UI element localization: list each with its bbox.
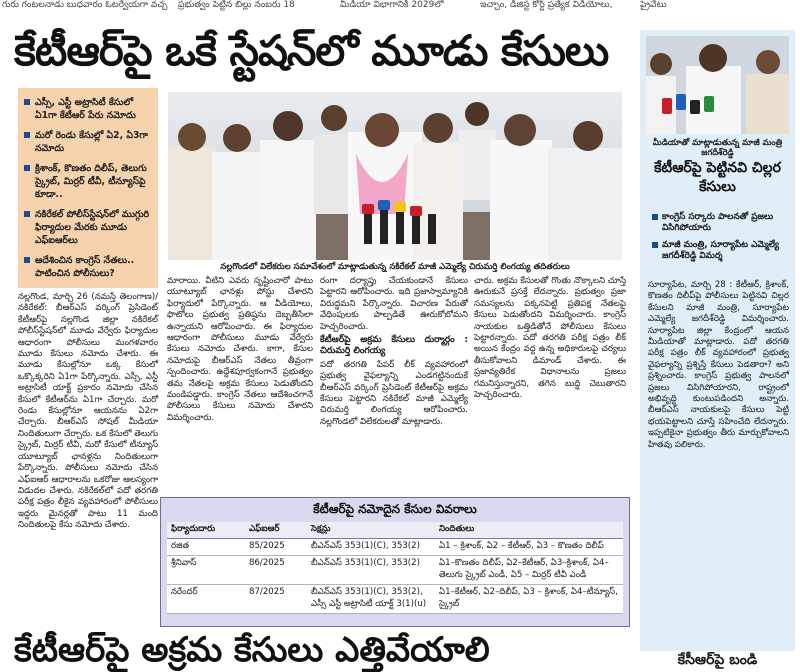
cases-table <box>167 522 623 614</box>
strip-text-5: ప్రైవేటు <box>640 0 667 10</box>
cases-table-box <box>160 497 630 627</box>
article-column-3-text-b: పదో తరగతి పేపర్ లీక్ వ్యవహారంలో ప్రభుత్వ వైఫల్యాన్ని ఎండగట్టినందుకే బీఆర్ఎస్ వర్కింగ్ ప్రెసిడెంట్ కేటీఆర్‌పై అక్రమ కేసులు పెట్టారని నకిరేకల్ మాజీ ఎమ్మెల్యే చిరుమర్తి లింగయ్య ఆరోపించారు. నల్లగొండలో విలేకరులతో మాట్లాడారు. <box>320 359 468 427</box>
table-cell: బీఎన్ఎస్ 353(1)(C), 353(2), ఎస్సీ ఎస్టీ అట్రాసిటీ యాక్ట్ 3(1)(u) <box>307 585 435 614</box>
table-cell: ఏ1–కొణతం దిలీప్, ఏ2–కేటీఆర్, ఏ3–క్రిశాంక్, ఏ4–తెలుగు స్క్రైబ్ ఎండీ, ఏ5 – మిర్రర్ టీవీ ఎండీ <box>435 556 623 585</box>
article-column-1: నల్లగొండ, మార్చి 26 (నమస్తే తెలంగాణ)/నకిరేకల్: బీఆర్ఎస్ వర్కింగ్ ప్రెసిడెంట్ కేటీఆర్‌పై నల్లగొండ జిల్లా నకిరేకల్ పోలీస్‌స్టేషన్‌లో మూడు వేర్వేరు ఫిర్యాదుల ఆధారంగా పోలీసులు మంగళవారం మూడు కేసులు నమోదు చేశారు. ఈ మూడు కేసుల్లోనూ ఒక్క కేసులో ఒక్కొక్కరిని ఏ1గా పేర్కొన్నారు. ఎస్సీ, ఎస్టీ అట్రాసిటీ యాక్ట్ ప్రకారం నమోదు చేసిన కేసులో కేటీఆర్‌ను ఏ1గా చేర్చారు. మరో రెండు కేసుల్లోనూ ఆయనను ఏ2గా చేర్చారు. బీఆర్ఎస్ సోషల్ మీడియా నిందితులుగా చేర్చారు. ఒక కేసులో తెలుగు స్క్రైబ్, మిర్రర్ టీవీ, మరో కేసులో టీన్యూస్ యూట్యూబ్ ఛానళ్లను నిందితులుగా పేర్కొన్నారు. పోలీసులు నమోదు చేసిన ఎఫ్ఐఆర్ ఆధారాలను ఒకరోజు ఆలస్యంగా విడుదల చేశారు. నకిరేకల్‌లో పదో తరగతి పరీక్ష పత్రం లీకైన వ్యవహారంలో పోలీసులు ఇద్దరు మైనర్లతో పాటు 11 మంది నిందితులపై కేసు నమోదు చేశారు. <box>18 292 158 531</box>
highlights-box <box>18 88 158 288</box>
sidebar-photo <box>646 36 789 134</box>
highlight-item: ఆదేశించిన కాంగ్రెస్ నేతలు.. పాటించిన పోలీసులు? <box>24 254 152 280</box>
article-column-2: మారాయి. వీటిని ఎవరు సృష్టించారో పాటు యూట్యూబ్ ఛానళ్లు పోస్టు చేశారని ఫిర్యాదులో పేర్కొన్నారు. ఆ వీడియోలు, ఫొటోలు ప్రభుత్వ ప్రతిష్ఠను దెబ్బతీసేలా ఉన్నాయని ఆరోపించారు. ఈ ఫిర్యాదుల ఆధారంగా పోలీసులు మూడు వేర్వేరు కేసులు నమోదు చేశారు. కాగా, కేసుల నమోదుపై బీఆర్ఎస్ నేతలు తీవ్రంగా స్పందించారు. ఉద్దేశపూర్వకంగానే ప్రభుత్వం తమ నేతలపై అక్రమ కేసులు పెడుతోందని మండిపడ్డారు. కాంగ్రెస్ నేతలు ఆదేశించగానే పోలీసులు కేసులు నమోదు చేశారని విమర్శించారు. <box>167 276 313 423</box>
table-row <box>167 585 623 614</box>
highlight-item: మరో రెండు కేసుల్లో ఏ2, ఏ3గా నమోదు <box>24 129 152 155</box>
table-cell: శ్రీనివాస్ <box>167 556 245 585</box>
sidebar-article-text: సూర్యాపేట, మార్చి 28 : కేటీఆర్, క్రిశాంక్, కొణతం దిలీప్‌పై పోలీసులు పెట్టినవి చిల్లర కేసులని మాజీ మంత్రి, సూర్యాపేట ఎమ్మెల్యే జగదీశ్‌రెడ్డి విమర్శించారు. సూర్యాపేట జిల్లా కేంద్రంలో ఆయన మీడియాతో మాట్లాడారు. పదో తరగతి పరీక్ష పత్రం లీక్ వ్యవహారంలో ప్రభుత్వ వైఫల్యాన్ని ప్రశ్నిస్తే కేసులు పెడతారా? అని ప్రశ్నించారు. కాంగ్రెస్ ప్రభుత్వ పాలనలో ప్రజలు విసిగిపోయారని, రాష్ట్రంలో అభివృద్ధి కుంటుపడిందని అన్నారు. బీఆర్ఎస్ నాయకులపై కేసులు పెట్టి భయపెట్టాలని చూస్తే సహించేది లేదన్నారు. ఇప్పటికైనా ప్రభుత్వం తీరు మార్చుకోవాలని హితవు పలికారు. <box>648 280 789 450</box>
highlight-item: క్రిశాంక్, కొణతం దిలీప్, తెలుగు స్క్రైబ్, మిర్రర్ టీవీ, టీన్యూస్‌పై కూడా.. <box>24 162 152 201</box>
column-header: ఎఫ్ఐఆర్ <box>245 522 307 539</box>
strip-text-2: ప్రభుత్వం పెట్టిన బిల్లు నంబరు 18 <box>178 0 295 10</box>
strip-text-1: గురు గంటలనాడు బుధవారం ఓటర్వేయగా వచ్చ <box>2 0 168 10</box>
media-interaction-illustration <box>646 36 789 134</box>
table-cell: ఏ1–కేటీఆర్, ఏ2–దిలీప్, ఏ3 – క్రిశాంక్, ఏ4–టీన్యూస్, స్క్రైబ్ <box>435 585 623 614</box>
article-column-4: చారు. అక్రమ కేసులతో గొంతు నొక్కాలని చూస్తే ఊరుకునే ప్రసక్తే లేదన్నారు. ప్రభుత్వం ప్రజా సమస్యలను పక్కనపెట్టి ప్రతిపక్ష నేతలపై కేసులు పెడుతోందని విమర్శించారు. కాంగ్రెస్ నాయకుల ఒత్తిడితోనే పోలీసులు కేసులు పెట్టారన్నారు. పదో తరగతి పరీక్ష పత్రం లీక్ అయిన కేంద్రం వద్ద ఉన్న అధికారులపై చర్యలు తీసుకోవాలని డిమాండ్ చేశారు. ఈ ప్రజావ్యతిరేక విధానాలను ప్రజలు గమనిస్తున్నారని, తగిన బుద్ధి చెబుతారని హెచ్చరించారు. <box>474 276 626 401</box>
cases-table-title: కేటీఆర్‌పై నమోదైన కేసుల వివరాలు <box>313 502 477 516</box>
column-header: సెక్షన్లు <box>307 522 435 539</box>
sidebar-bullet: కాంగ్రెస్ సర్కారు పాలనతో ప్రజలు విసిగిపోయారు <box>652 212 788 234</box>
next-article-headline: కేటీఆర్‌పై అక్రమ కేసులు ఎత్తివేయాలి <box>14 630 490 670</box>
table-cell: 87/2025 <box>245 585 307 614</box>
article-column-3 <box>320 276 468 494</box>
sidebar-story <box>640 30 795 668</box>
table-row <box>167 539 623 556</box>
press-meet-illustration <box>168 92 622 260</box>
column-header: ఫిర్యాదుదారు <box>167 522 245 539</box>
table-cell: బీఎన్ఎస్ 353(1)(C), 353(2) <box>307 539 435 556</box>
sidebar-next-headline: కేసీఆర్‌పై బండి <box>677 652 758 668</box>
article-subhead: కేటీఆర్‌పై అక్రమ కేసులు దుర్మార్గం : చిరుమర్తి లింగయ్య <box>320 335 468 357</box>
main-headline: కేటీఆర్‌పై ఒకే స్టేషన్‌లో మూడు కేసులు <box>14 26 609 75</box>
table-cell: 85/2025 <box>245 539 307 556</box>
table-cell: 86/2025 <box>245 556 307 585</box>
strip-text-4: ఇచ్చాం, డిజిస్ట కోర్డ్ ప్రత్యేక విడియోలు, <box>480 0 613 10</box>
press-meet-photo <box>168 92 622 260</box>
highlight-item: ఎస్సీ, ఎస్టీ అట్రాసిటీ కేసులో ఏ1గా కేటీఆర్ పేరు నమోదు <box>24 96 152 122</box>
column-header: నిందితులు <box>435 522 623 539</box>
highlight-item: నకిరేకల్ పోలీస్‌స్టేషన్‌లో ముగ్గురి ఫిర్యాదుల మేరకు మూడు ఎఫ్ఐఆర్‌లు <box>24 208 152 247</box>
sidebar-photo-caption: మీడియాతో మాట్లాడుతున్న మాజీ మంత్రి జగదీశ్‌రెడ్డి <box>652 137 783 157</box>
article-column-3-text: రంగా దర్యాప్తు చేయకుండానే కేసులు పెట్టారని ఆరోపించారు. ఇది ప్రజాస్వామ్యానికి విరుద్ధమని పేర్కొన్నారు. విచారణ పేరుతో వేధింపులకు పాల్పడితే ఊరుకోబోమని హెచ్చరించారు. <box>320 276 468 332</box>
previous-page-strip <box>0 0 800 12</box>
photo-caption: నల్లగొండలో విలేకరుల సమావేశంలో మాట్లాడుతున్న నకిరేకల్ మాజీ ఎమ్మెల్యే చిరుమర్తి లింగయ్య తదితరులు <box>220 262 570 272</box>
sidebar-bullet: మాజీ మంత్రి, సూర్యాపేట ఎమ్మెల్యే జగదీశ్‌రెడ్డి విమర్శ <box>652 240 788 262</box>
table-cell: ఏ1 – క్రిశాంక్, ఏ2 – కేటీఆర్, ఏ3 – కొణతం దిలీప్ <box>435 539 623 556</box>
table-cell: నరేందర్ <box>167 585 245 614</box>
table-row <box>167 556 623 585</box>
table-header-row <box>167 522 623 539</box>
sidebar-headline: కేటీఆర్‌పై పెట్టినవి చిల్లర కేసులు <box>654 160 781 195</box>
table-cell: బీఎన్ఎస్ 353(1)(C), 353(2) <box>307 556 435 585</box>
table-cell: రజిత <box>167 539 245 556</box>
strip-text-3: మీడియా విభాగానికి 2029లో <box>340 0 444 10</box>
